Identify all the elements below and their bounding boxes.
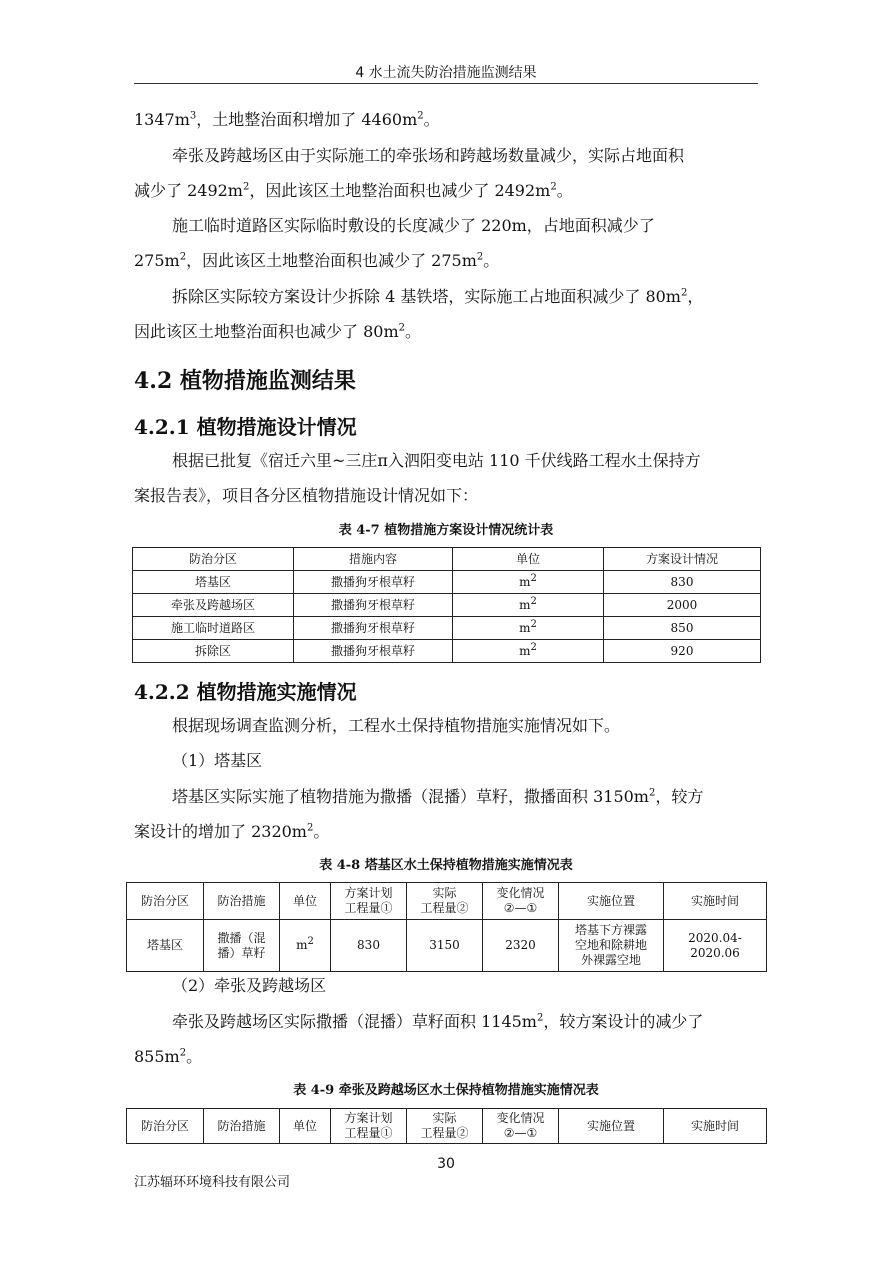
table-header-cell: 实施位置: [559, 883, 664, 920]
table-header-row: [133, 548, 761, 571]
table-cell: 牵张及跨越场区: [133, 594, 294, 617]
table-header-cell: 防治分区: [127, 883, 204, 920]
table-header-cell: 单位: [453, 548, 604, 571]
paragraph-p10-line2: $855m^2$。: [134, 1047, 203, 1066]
table-header-cell: 防治措施: [204, 1109, 280, 1144]
table-header-cell: 变化情况 ②—①: [483, 883, 559, 920]
table-4-7-caption: 表 4-7 植物措施方案设计情况统计表: [338, 523, 554, 538]
table-cell: 830: [604, 571, 761, 594]
table-header-row: [127, 1109, 767, 1144]
table-cell: 撒播狗牙根草籽: [294, 617, 453, 640]
paragraph-p1: $1347m^3$，土地整治面积增加了 $4460m^2$。: [134, 110, 440, 129]
page-header-title: 4 水土流失防治措施监测结果: [355, 65, 537, 81]
table-row: [133, 640, 761, 663]
table-cell: 830: [331, 920, 407, 972]
table-cell: $m^2$: [453, 617, 604, 640]
paragraph-p3-line2: $275m^2$，因此该区土地整治面积也减少了 $275m^2$。: [134, 251, 500, 270]
paragraph-p8-line1: 塔基区实际实施了植物措施为撒播（混播）草籽，撒播面积 $3150m^2$，较方: [172, 787, 704, 806]
heading-4-2-2: 4.2.2 植物措施实施情况: [134, 680, 357, 704]
paragraph-p10-line1: 牵张及跨越场区实际撒播（混播）草籽面积 $1145m^2$，较方案设计的减少了: [172, 1012, 704, 1031]
table-header-cell: 措施内容: [294, 548, 453, 571]
table-cell: 施工临时道路区: [133, 617, 294, 640]
header-divider: [134, 83, 758, 84]
table-cell: 2000: [604, 594, 761, 617]
table-header-cell: 防治分区: [127, 1109, 204, 1144]
table-cell: 撒播狗牙根草籽: [294, 571, 453, 594]
table-header-row: [127, 883, 767, 920]
table-row: [133, 571, 761, 594]
table-cell: 塔基下方裸露 空地和除耕地 外裸露空地: [559, 920, 664, 972]
paragraph-p6: 根据现场调查监测分析，工程水土保持植物措施实施情况如下。: [172, 716, 621, 735]
table-header-cell: 防治措施: [204, 883, 280, 920]
table-cell: 塔基区: [133, 571, 294, 594]
table-row: [127, 920, 767, 972]
table-4-8-caption: 表 4-8 塔基区水土保持植物措施实施情况表: [319, 858, 573, 873]
paragraph-p4-line2: 因此该区土地整治面积也减少了 $80m^2$。: [134, 322, 422, 341]
table-header-cell: 实际 工程量②: [407, 1109, 483, 1144]
table-4-9: [126, 1108, 767, 1144]
table-cell: 拆除区: [133, 640, 294, 663]
table-4-9-caption: 表 4-9 牵张及跨越场区水土保持植物措施实施情况表: [293, 1083, 599, 1098]
paragraph-p7: （1）塔基区: [172, 751, 263, 770]
paragraph-p4-line1: 拆除区实际较方案设计少拆除 4 基铁塔，实际施工占地面积减少了 $80m^2$，: [172, 287, 704, 306]
table-header-cell: 防治分区: [133, 548, 294, 571]
table-row: [133, 617, 761, 640]
table-row: [133, 594, 761, 617]
table-header-cell: 实际 工程量②: [407, 883, 483, 920]
paragraph-p5-line2: 案报告表》，项目各分区植物措施设计情况如下：: [134, 486, 479, 505]
table-cell: $m^2$: [280, 920, 331, 972]
table-cell: 920: [604, 640, 761, 663]
paragraph-p2-line2: 减少了 $2492m^2$，因此该区土地整治面积也减少了 $2492m^2$。: [134, 181, 573, 200]
table-cell: 850: [604, 617, 761, 640]
table-header-cell: 实施时间: [664, 883, 767, 920]
heading-4-2-1: 4.2.1 植物措施设计情况: [134, 415, 357, 439]
table-header-cell: 变化情况 ②—①: [483, 1109, 559, 1144]
table-cell: $m^2$: [453, 571, 604, 594]
table-cell: 2020.04- 2020.06: [664, 920, 767, 972]
table-cell: $m^2$: [453, 640, 604, 663]
table-header-cell: 实施时间: [664, 1109, 767, 1144]
table-header-cell: 单位: [280, 883, 331, 920]
table-4-8: [126, 882, 767, 972]
table-cell: 塔基区: [127, 920, 204, 972]
heading-4-2: 4.2 植物措施监测结果: [134, 368, 356, 394]
paragraph-p8-line2: 案设计的增加了 $2320m^2$。: [134, 822, 330, 841]
table-4-7: [132, 547, 761, 663]
paragraph-p5-line1: 根据已批复《宿迁六里~三庄π入泗阳变电站 110 千伏线路工程水土保持方: [172, 451, 701, 470]
paragraph-p3-line1: 施工临时道路区实际临时敷设的长度减少了 220m，占地面积减少了: [172, 216, 655, 235]
table-header-cell: 方案计划 工程量①: [331, 1109, 407, 1144]
table-cell: 2320: [483, 920, 559, 972]
table-cell: 撒播（混 播）草籽: [204, 920, 280, 972]
page-number: 30: [437, 1156, 455, 1172]
footer-company: 江苏辐环环境科技有限公司: [134, 1175, 291, 1190]
paragraph-p2-line1: 牵张及跨越场区由于实际施工的牵张场和跨越场数量减少，实际占地面积: [172, 146, 685, 165]
table-header-cell: 单位: [280, 1109, 331, 1144]
table-cell: $m^2$: [453, 594, 604, 617]
paragraph-p9: （2）牵张及跨越场区: [172, 976, 327, 995]
table-cell: 撒播狗牙根草籽: [294, 594, 453, 617]
table-header-cell: 实施位置: [559, 1109, 664, 1144]
table-header-cell: 方案计划 工程量①: [331, 883, 407, 920]
table-cell: 撒播狗牙根草籽: [294, 640, 453, 663]
table-cell: 3150: [407, 920, 483, 972]
table-header-cell: 方案设计情况: [604, 548, 761, 571]
